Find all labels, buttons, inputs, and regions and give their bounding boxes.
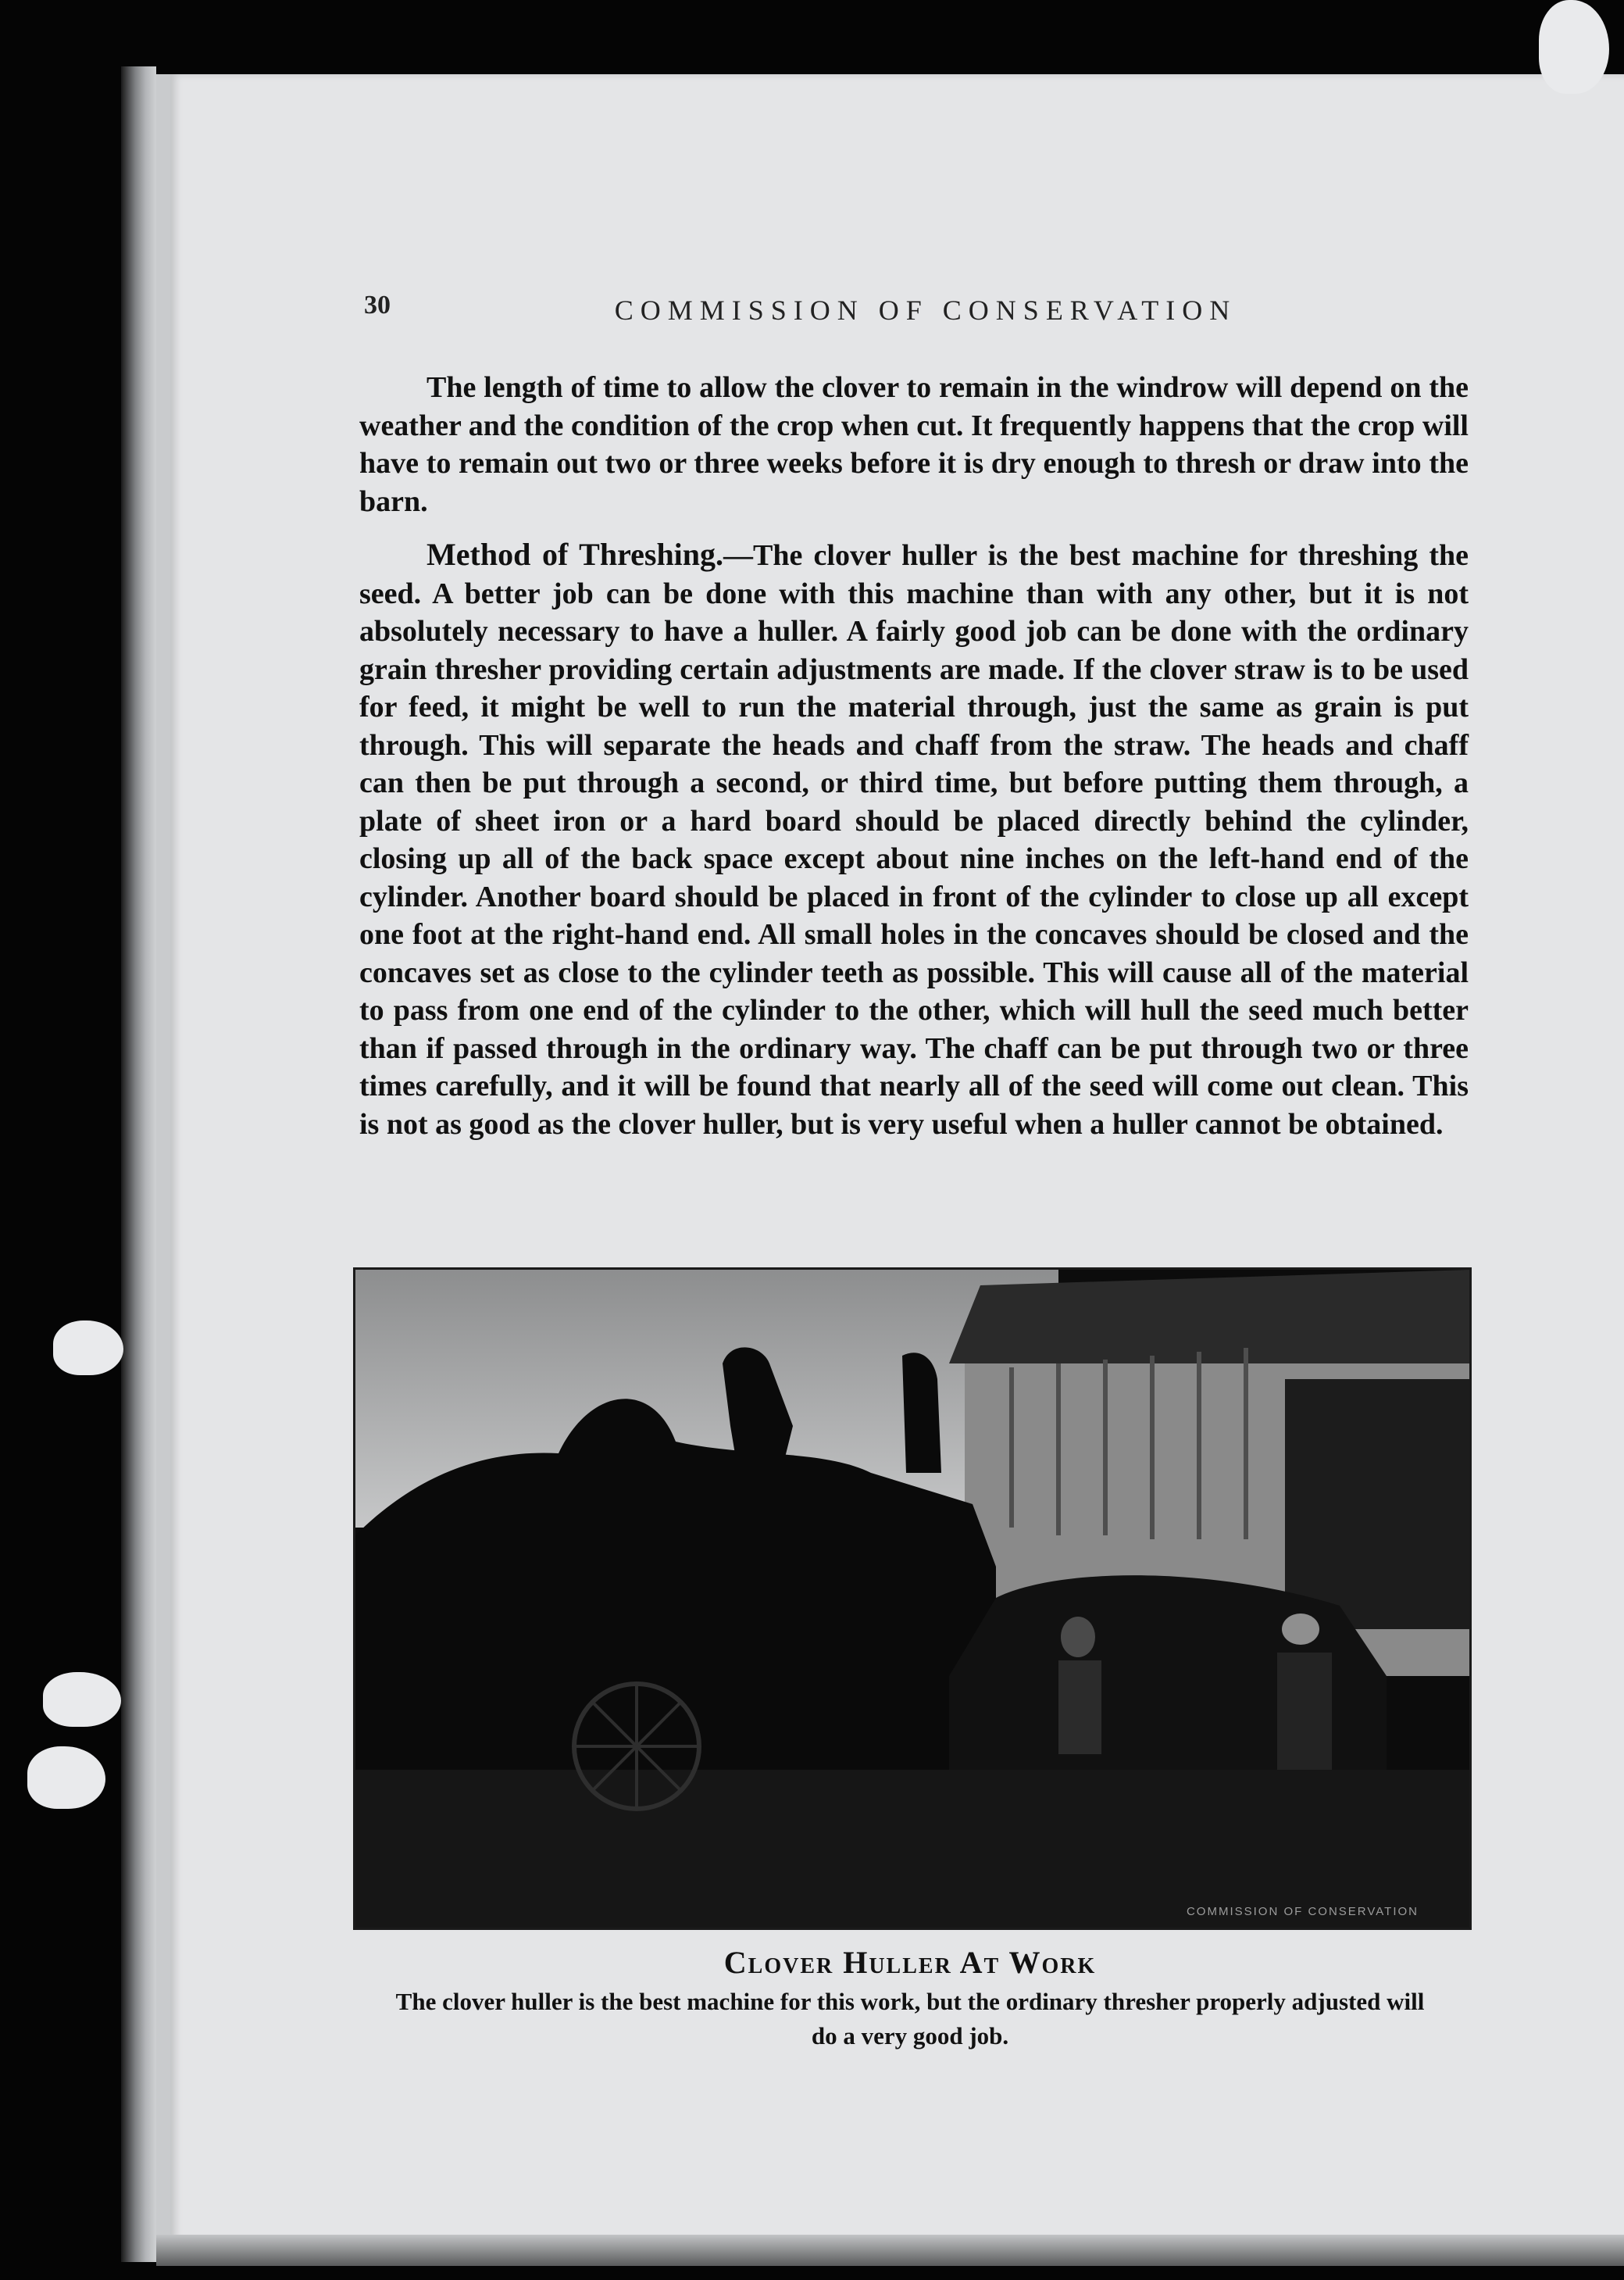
figure-caption-text: The clover huller is the best machine for this work, but the ordinary thresher properly adjusted will do a very good job. (395, 1988, 1425, 2049)
page-bottom-edge (156, 2235, 1624, 2266)
paper-blot (27, 1746, 105, 1809)
section-heading: Method of Threshing. (427, 537, 724, 572)
photograph (353, 1267, 1472, 1930)
paragraph: The length of time to allow the clover to remain in the windrow will depend on the weather and the condition of the crop when cut. It frequently happens that the crop will have to remain out two or three weeks before it is dry enough to thresh or draw into the barn. (359, 371, 1469, 518)
photo-credit: COMMISSION OF CONSERVATION (1186, 1905, 1419, 1918)
paper-blot (43, 1672, 121, 1727)
running-head: COMMISSION OF CONSERVATION (614, 295, 1237, 326)
body-text (359, 369, 1469, 1159)
figure-caption-title: Clover Huller At Work (723, 1945, 1097, 1980)
paragraph (359, 536, 1469, 1143)
page-number: 30 (364, 291, 391, 320)
photograph-image (355, 1270, 1469, 1928)
paper-blot (1539, 0, 1609, 94)
book-gutter (121, 66, 156, 2262)
paper-blot (53, 1320, 123, 1375)
paragraph-text: —The clover huller is the best machine for threshing the seed. A better job can be done with this machine than with any other, but it is not absolutely necessary to have a huller. A fairly good job can be done with the ordinary grain thresher providing certain adjustments are made. If the clover straw is to be used for feed, it might be well to run the material through, just the same as grain is put through. This will separate the heads and chaff from the straw. The heads and chaff can then be put through a second, or third time, but before putting them through, a plate of sheet iron or a hard board should be placed directly behind the cylinder, closing up all of the back space except about nine inches on the left-hand end of the cylinder. Another board should be placed in front of the cylinder to close up all except one foot at the right-hand end. All small holes in the concaves should be closed and the concaves set as close to the cylinder teeth as possible. This will cause all of the material to pass from one end of the cylinder to the other, which will hull the seed much better than if passed through in the ordinary way. The chaff can be put through two or three times carefully, and it will be found that nearly all of the seed will come out clean. This is not as good as the clover huller, but is very useful when a huller cannot be obtained. (359, 539, 1469, 1141)
